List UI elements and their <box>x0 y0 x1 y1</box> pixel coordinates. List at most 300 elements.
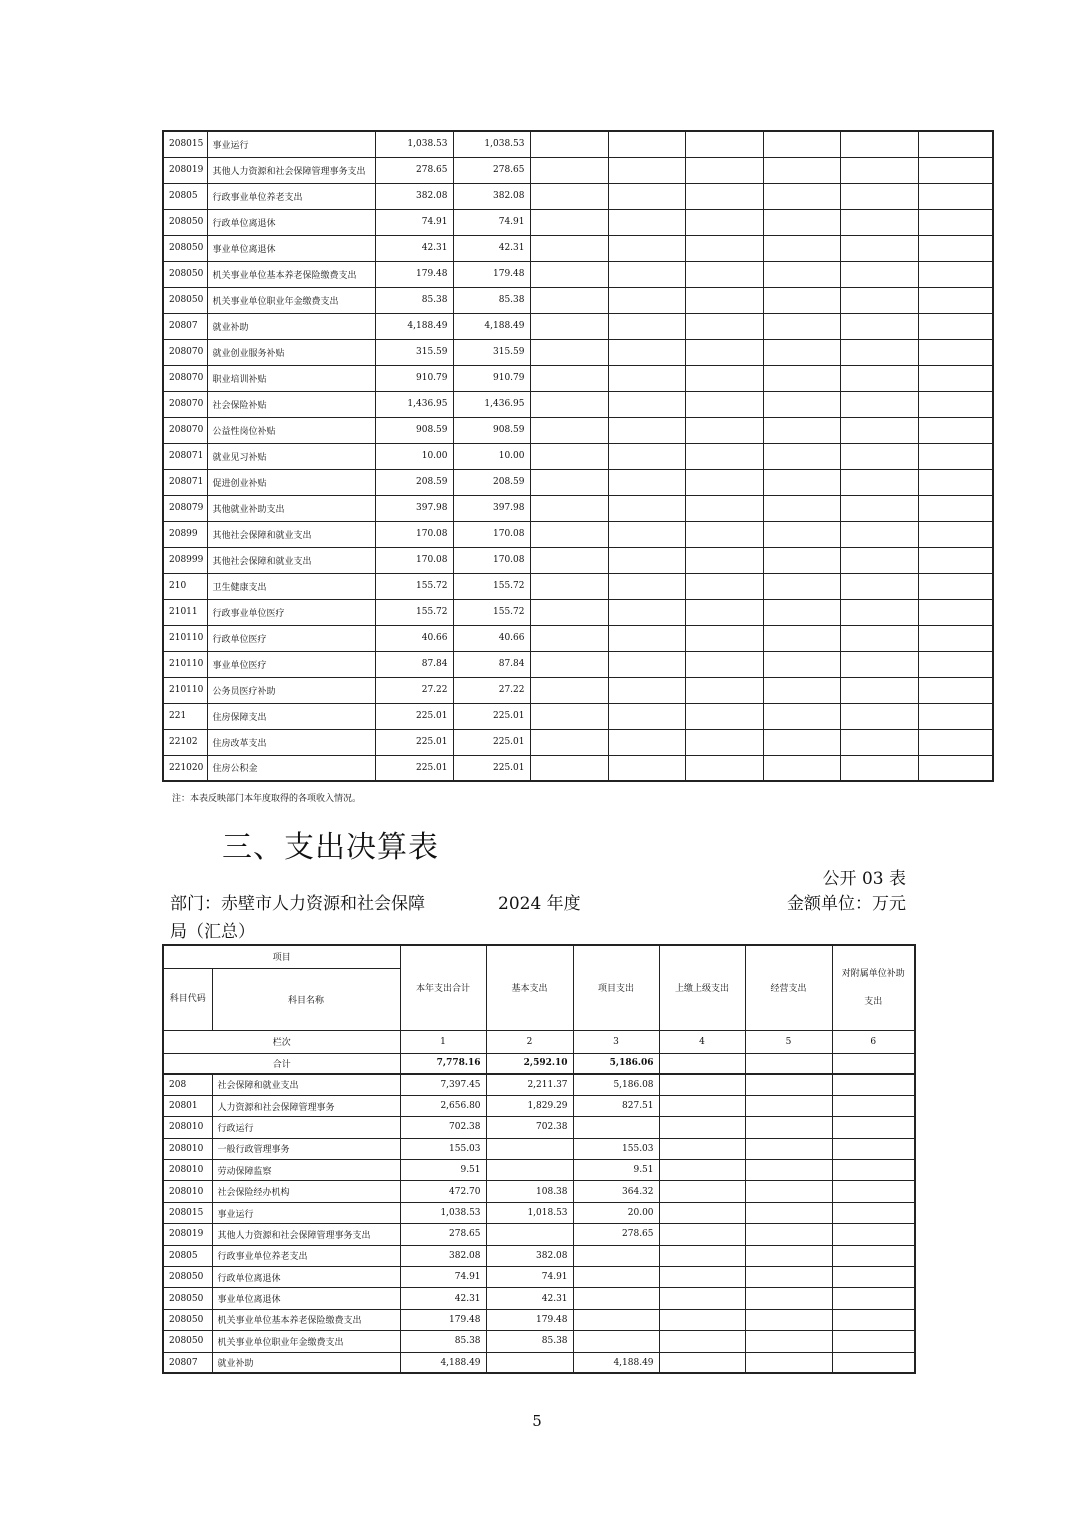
subject-code: 208010 <box>163 1160 212 1181</box>
basic-amount <box>486 1224 573 1245</box>
empty-cell <box>840 495 918 521</box>
empty-cell <box>608 573 685 599</box>
empty-cell <box>918 651 993 677</box>
column-index: 2 <box>486 1030 573 1053</box>
total-amount: 179.48 <box>375 261 453 287</box>
table-row <box>163 1160 915 1181</box>
empty-cell <box>608 235 685 261</box>
table-row <box>163 131 993 157</box>
form-number: 公开 03 表 <box>822 869 906 889</box>
header-col-upper: 上缴上级支出 <box>659 945 745 1030</box>
basic-amount: 908.59 <box>453 417 530 443</box>
empty-cell <box>530 729 608 755</box>
empty-cell <box>685 651 763 677</box>
basic-amount: 85.38 <box>486 1331 573 1352</box>
subject-name: 公务员医疗补助 <box>207 677 375 703</box>
empty-cell <box>918 677 993 703</box>
empty-cell <box>685 235 763 261</box>
subject-name: 行政事业单位养老支出 <box>207 183 375 209</box>
subject-name: 社会保障和就业支出 <box>212 1074 400 1095</box>
table-row <box>163 651 993 677</box>
basic-amount: 1,436.95 <box>453 391 530 417</box>
total-amount: 9.51 <box>400 1160 486 1181</box>
empty-cell <box>659 1288 745 1309</box>
empty-cell <box>763 157 840 183</box>
empty-cell <box>840 651 918 677</box>
empty-cell <box>530 417 608 443</box>
table-row <box>163 495 993 521</box>
table-row <box>163 339 993 365</box>
empty-cell <box>530 443 608 469</box>
project-amount <box>573 1245 659 1266</box>
total-amount: 170.08 <box>375 521 453 547</box>
empty-cell <box>918 547 993 573</box>
subject-name: 事业单位医疗 <box>207 651 375 677</box>
empty-cell <box>608 391 685 417</box>
empty-cell <box>840 183 918 209</box>
subject-name: 促进创业补贴 <box>207 469 375 495</box>
empty-cell <box>918 469 993 495</box>
table-row <box>163 235 993 261</box>
header-name: 科目名称 <box>212 968 400 1030</box>
empty-cell <box>918 131 993 157</box>
subject-code: 208019 <box>163 1224 212 1245</box>
subject-code: 208050 <box>163 1288 212 1309</box>
column-index-row <box>163 1030 915 1053</box>
subject-code: 208070 <box>163 339 207 365</box>
empty-cell <box>763 261 840 287</box>
table-row <box>163 313 993 339</box>
empty-cell <box>840 287 918 313</box>
empty-cell <box>530 469 608 495</box>
subject-code: 20807 <box>163 1352 212 1373</box>
subject-name: 事业单位离退休 <box>212 1288 400 1309</box>
empty-cell <box>608 261 685 287</box>
empty-cell <box>659 1160 745 1181</box>
subject-code: 208050 <box>163 1267 212 1288</box>
column-index: 1 <box>400 1030 486 1053</box>
empty-cell <box>745 1095 832 1116</box>
subject-name: 就业创业服务补贴 <box>207 339 375 365</box>
total-value: 5,186.06 <box>573 1053 659 1074</box>
project-amount <box>573 1309 659 1330</box>
table-row <box>163 573 993 599</box>
empty-cell <box>840 703 918 729</box>
fiscal-year: 2024 年度 <box>498 894 581 914</box>
table-row <box>163 1267 915 1288</box>
empty-cell <box>659 1309 745 1330</box>
basic-amount: 208.59 <box>453 469 530 495</box>
total-amount: 225.01 <box>375 755 453 781</box>
table-row <box>163 1352 915 1373</box>
subject-name: 公益性岗位补贴 <box>207 417 375 443</box>
subject-name: 事业运行 <box>207 131 375 157</box>
subject-name: 行政单位离退休 <box>212 1267 400 1288</box>
empty-cell <box>918 729 993 755</box>
total-amount: 702.38 <box>400 1117 486 1138</box>
empty-cell <box>745 1309 832 1330</box>
empty-cell <box>659 1117 745 1138</box>
total-amount: 40.66 <box>375 625 453 651</box>
table-row <box>163 521 993 547</box>
subject-code: 210110 <box>163 625 207 651</box>
empty-cell <box>840 209 918 235</box>
empty-cell <box>608 755 685 781</box>
subject-code: 20801 <box>163 1095 212 1116</box>
subject-code: 208071 <box>163 443 207 469</box>
subject-code: 208050 <box>163 261 207 287</box>
subject-name: 就业见习补贴 <box>207 443 375 469</box>
empty-cell <box>659 1095 745 1116</box>
empty-cell <box>685 365 763 391</box>
empty-cell <box>918 209 993 235</box>
table-row <box>163 469 993 495</box>
project-amount <box>573 1331 659 1352</box>
subject-code: 210110 <box>163 677 207 703</box>
basic-amount: 40.66 <box>453 625 530 651</box>
total-amount: 27.22 <box>375 677 453 703</box>
total-amount: 278.65 <box>400 1224 486 1245</box>
empty-cell <box>685 703 763 729</box>
empty-cell <box>763 183 840 209</box>
subject-name: 其他人力资源和社会保障管理事务支出 <box>207 157 375 183</box>
empty-cell <box>918 443 993 469</box>
empty-cell <box>685 495 763 521</box>
empty-cell <box>608 339 685 365</box>
empty-cell <box>659 1267 745 1288</box>
empty-cell <box>840 157 918 183</box>
table-row <box>163 443 993 469</box>
subject-name: 机关事业单位职业年金缴费支出 <box>207 287 375 313</box>
empty-cell <box>832 1245 915 1266</box>
subject-code: 221020 <box>163 755 207 781</box>
subject-code: 208050 <box>163 1331 212 1352</box>
empty-cell <box>685 339 763 365</box>
basic-amount: 702.38 <box>486 1117 573 1138</box>
empty-cell <box>918 365 993 391</box>
empty-cell <box>832 1331 915 1352</box>
empty-cell <box>608 677 685 703</box>
subject-code: 208070 <box>163 391 207 417</box>
subject-name: 行政单位医疗 <box>207 625 375 651</box>
empty-cell <box>685 443 763 469</box>
subject-name: 事业单位离退休 <box>207 235 375 261</box>
empty-cell <box>763 547 840 573</box>
basic-amount <box>486 1160 573 1181</box>
department-label: 部门：赤壁市人力资源和社会保障 <box>170 894 425 914</box>
basic-amount: 170.08 <box>453 547 530 573</box>
empty-cell <box>685 131 763 157</box>
amount-unit: 金额单位：万元 <box>787 894 906 914</box>
empty-cell <box>745 1245 832 1266</box>
empty-cell <box>763 469 840 495</box>
empty-cell <box>918 391 993 417</box>
empty-cell <box>685 391 763 417</box>
basic-amount <box>486 1138 573 1159</box>
basic-amount: 27.22 <box>453 677 530 703</box>
empty-cell <box>763 729 840 755</box>
column-index-label: 栏次 <box>163 1030 400 1053</box>
empty-cell <box>530 209 608 235</box>
empty-cell <box>745 1288 832 1309</box>
column-index: 5 <box>745 1030 832 1053</box>
header-item: 项目 <box>163 945 400 968</box>
subject-code: 208010 <box>163 1117 212 1138</box>
basic-amount: 910.79 <box>453 365 530 391</box>
empty-cell <box>918 417 993 443</box>
subject-code: 208070 <box>163 365 207 391</box>
basic-amount: 74.91 <box>453 209 530 235</box>
subject-name: 行政单位离退休 <box>207 209 375 235</box>
basic-amount: 179.48 <box>486 1309 573 1330</box>
empty-cell <box>918 287 993 313</box>
total-amount: 155.72 <box>375 573 453 599</box>
empty-cell <box>918 521 993 547</box>
table-row <box>163 625 993 651</box>
basic-amount: 42.31 <box>486 1288 573 1309</box>
project-amount: 4,188.49 <box>573 1352 659 1373</box>
subject-code: 208071 <box>163 469 207 495</box>
empty-cell <box>840 677 918 703</box>
empty-cell <box>685 599 763 625</box>
empty-cell <box>530 235 608 261</box>
empty-cell <box>918 157 993 183</box>
subject-code: 208999 <box>163 547 207 573</box>
table-row <box>163 677 993 703</box>
empty-cell <box>659 1053 745 1074</box>
total-value: 7,778.16 <box>400 1053 486 1074</box>
empty-cell <box>608 209 685 235</box>
empty-cell <box>832 1053 915 1074</box>
column-index: 6 <box>832 1030 915 1053</box>
subject-name: 社会保险补贴 <box>207 391 375 417</box>
empty-cell <box>685 547 763 573</box>
empty-cell <box>608 313 685 339</box>
table-row <box>163 1095 915 1116</box>
basic-amount: 155.72 <box>453 573 530 599</box>
basic-amount: 278.65 <box>453 157 530 183</box>
empty-cell <box>763 625 840 651</box>
empty-cell <box>659 1074 745 1095</box>
total-amount: 382.08 <box>400 1245 486 1266</box>
subject-name: 就业补助 <box>207 313 375 339</box>
empty-cell <box>840 573 918 599</box>
total-amount: 74.91 <box>400 1267 486 1288</box>
project-amount: 278.65 <box>573 1224 659 1245</box>
empty-cell <box>608 547 685 573</box>
total-row <box>163 1053 915 1074</box>
table-row <box>163 287 993 313</box>
empty-cell <box>530 157 608 183</box>
income-table-body <box>163 131 993 781</box>
subject-code: 22102 <box>163 729 207 755</box>
total-amount: 42.31 <box>400 1288 486 1309</box>
empty-cell <box>832 1352 915 1373</box>
empty-cell <box>763 703 840 729</box>
empty-cell <box>530 131 608 157</box>
empty-cell <box>685 521 763 547</box>
empty-cell <box>685 625 763 651</box>
empty-cell <box>840 261 918 287</box>
empty-cell <box>608 599 685 625</box>
header-col-basic: 基本支出 <box>486 945 573 1030</box>
empty-cell <box>832 1288 915 1309</box>
subject-code: 210 <box>163 573 207 599</box>
project-amount: 827.51 <box>573 1095 659 1116</box>
empty-cell <box>763 365 840 391</box>
empty-cell <box>608 365 685 391</box>
subject-code: 208010 <box>163 1138 212 1159</box>
basic-amount <box>486 1352 573 1373</box>
basic-amount: 315.59 <box>453 339 530 365</box>
empty-cell <box>530 677 608 703</box>
empty-cell <box>530 183 608 209</box>
empty-cell <box>685 157 763 183</box>
empty-cell <box>608 703 685 729</box>
table-note: 注：本表反映部门本年度取得的各项收入情况。 <box>172 794 362 804</box>
empty-cell <box>832 1202 915 1223</box>
empty-cell <box>918 573 993 599</box>
empty-cell <box>918 625 993 651</box>
empty-cell <box>832 1160 915 1181</box>
empty-cell <box>608 131 685 157</box>
total-amount: 74.91 <box>375 209 453 235</box>
empty-cell <box>530 755 608 781</box>
empty-cell <box>685 573 763 599</box>
subject-name: 机关事业单位基本养老保险缴费支出 <box>207 261 375 287</box>
table-row <box>163 209 993 235</box>
table-row <box>163 417 993 443</box>
empty-cell <box>608 157 685 183</box>
subject-code: 208050 <box>163 235 207 261</box>
empty-cell <box>763 339 840 365</box>
table-row <box>163 1181 915 1202</box>
empty-cell <box>745 1074 832 1095</box>
basic-amount: 1,018.53 <box>486 1202 573 1223</box>
basic-amount: 4,188.49 <box>453 313 530 339</box>
empty-cell <box>745 1331 832 1352</box>
empty-cell <box>832 1309 915 1330</box>
total-value: 2,592.10 <box>486 1053 573 1074</box>
header-code: 科目代码 <box>163 968 212 1030</box>
total-amount: 85.38 <box>375 287 453 313</box>
total-amount: 2,656.80 <box>400 1095 486 1116</box>
empty-cell <box>608 495 685 521</box>
empty-cell <box>840 391 918 417</box>
empty-cell <box>763 209 840 235</box>
empty-cell <box>685 287 763 313</box>
project-amount: 20.00 <box>573 1202 659 1223</box>
subject-name: 行政运行 <box>212 1117 400 1138</box>
column-index: 4 <box>659 1030 745 1053</box>
empty-cell <box>763 495 840 521</box>
empty-cell <box>685 313 763 339</box>
subject-name: 社会保险经办机构 <box>212 1181 400 1202</box>
project-amount <box>573 1267 659 1288</box>
basic-amount: 42.31 <box>453 235 530 261</box>
subject-name: 其他社会保障和就业支出 <box>207 521 375 547</box>
subject-code: 21011 <box>163 599 207 625</box>
basic-amount: 108.38 <box>486 1181 573 1202</box>
subject-code: 208050 <box>163 287 207 313</box>
empty-cell <box>763 521 840 547</box>
table-row <box>163 729 993 755</box>
empty-cell <box>608 183 685 209</box>
total-amount: 225.01 <box>375 729 453 755</box>
empty-cell <box>659 1224 745 1245</box>
empty-cell <box>530 703 608 729</box>
empty-cell <box>530 651 608 677</box>
empty-cell <box>745 1267 832 1288</box>
header-col-subsidy: 对附属单位补助支出 <box>832 945 915 1030</box>
empty-cell <box>840 755 918 781</box>
empty-cell <box>763 573 840 599</box>
empty-cell <box>685 209 763 235</box>
empty-cell <box>832 1267 915 1288</box>
table-row <box>163 1117 915 1138</box>
empty-cell <box>840 469 918 495</box>
subject-code: 20807 <box>163 313 207 339</box>
basic-amount: 179.48 <box>453 261 530 287</box>
empty-cell <box>763 651 840 677</box>
subject-code: 208079 <box>163 495 207 521</box>
empty-cell <box>763 417 840 443</box>
table-row <box>163 547 993 573</box>
subject-name: 住房公积金 <box>207 755 375 781</box>
total-amount: 208.59 <box>375 469 453 495</box>
table-row <box>163 365 993 391</box>
table-row <box>163 183 993 209</box>
total-amount: 10.00 <box>375 443 453 469</box>
table-row <box>163 1202 915 1223</box>
project-amount <box>573 1117 659 1138</box>
total-amount: 225.01 <box>375 703 453 729</box>
header-col-business: 经营支出 <box>745 945 832 1030</box>
empty-cell <box>608 469 685 495</box>
empty-cell <box>530 287 608 313</box>
empty-cell <box>608 287 685 313</box>
empty-cell <box>918 235 993 261</box>
basic-amount: 1,038.53 <box>453 131 530 157</box>
total-amount: 908.59 <box>375 417 453 443</box>
subject-code: 20899 <box>163 521 207 547</box>
empty-cell <box>685 755 763 781</box>
page-number: 5 <box>532 1412 542 1430</box>
empty-cell <box>608 651 685 677</box>
table-row <box>163 1331 915 1352</box>
subject-name: 住房改革支出 <box>207 729 375 755</box>
empty-cell <box>840 131 918 157</box>
basic-amount: 2,211.37 <box>486 1074 573 1095</box>
project-amount <box>573 1288 659 1309</box>
project-amount: 5,186.08 <box>573 1074 659 1095</box>
subject-code: 208010 <box>163 1181 212 1202</box>
empty-cell <box>918 261 993 287</box>
subject-code: 208015 <box>163 1202 212 1223</box>
empty-cell <box>530 521 608 547</box>
subject-code: 208015 <box>163 131 207 157</box>
empty-cell <box>530 625 608 651</box>
empty-cell <box>685 183 763 209</box>
total-amount: 910.79 <box>375 365 453 391</box>
empty-cell <box>763 313 840 339</box>
empty-cell <box>763 677 840 703</box>
empty-cell <box>685 417 763 443</box>
empty-cell <box>763 755 840 781</box>
total-amount: 4,188.49 <box>375 313 453 339</box>
total-amount: 382.08 <box>375 183 453 209</box>
empty-cell <box>530 365 608 391</box>
